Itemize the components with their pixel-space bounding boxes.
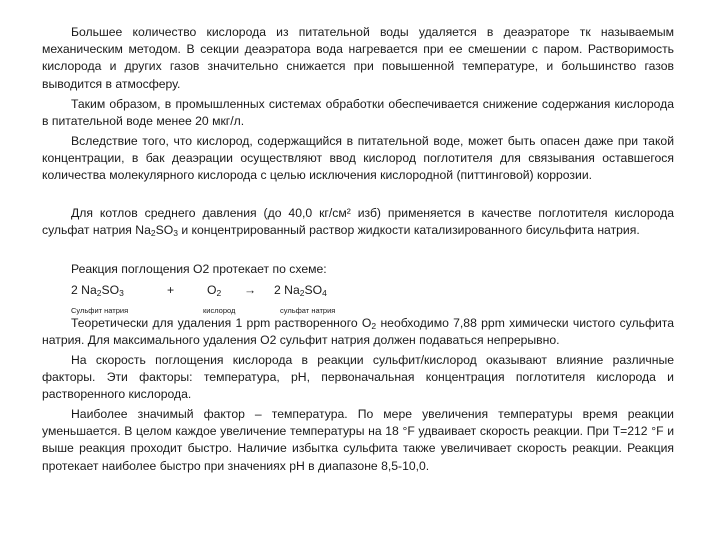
p4-subscript-1: 2	[150, 228, 156, 239]
label-sodium-sulfite: Сульфит натрия	[71, 306, 129, 315]
paragraph-sodium-sulfite	[42, 205, 674, 239]
paragraph-reaction-scheme: Реакция поглощения O2 протекает по схеме:	[71, 262, 327, 276]
p4-subscript-2: 3	[173, 228, 178, 239]
paragraph-oxygen-reduction: Таким образом, в промышленных системах обработки обеспечивается снижение содержания кислорода в питательной воде менее 20 мкг/л.	[42, 97, 674, 129]
paragraph-rate-factors: На скорость поглощения кислорода в реакции сульфит/кислород оказывают влияние различные факторы. Эти факторы: температура, pH, первоначальная концентрация поглотителя кислорода и растворенного кислорода.	[42, 353, 674, 402]
paragraph-temperature: Наиболее значимый фактор – температура. По мере увеличения температуры время реакции уменьшается. В целом каждое увеличение температуры на 18 °F удваивает скорость реакции. При T=212 °F и выше реакция проходит быстро. Наличие избытка сульфита также увеличивает скорость реакции. Реакция протекает наиболее быстро при значениях pH в диапазоне 8,5-10,0.	[42, 407, 674, 473]
label-sodium-sulfate: сульфат натрия	[280, 306, 336, 315]
p4-text-a: Для котлов среднего давления (до 40,0 кг/см² изб) применяется в качестве поглотителя кислорода сульфат натрия Na	[42, 206, 674, 238]
paragraph-scavenger-intro: Вследствие того, что кислород, содержащийся в питательной воде, может быть опасен даже при такой концентрации, в бак деаэрации осуществляют ввод кислород поглотителя для связывания оставшегося количества молекулярного кислорода с целью исключения кислородной (питтинговой) коррозии.	[42, 134, 674, 183]
reactant-oxygen: $O_2$	[207, 283, 222, 298]
paragraph-theoretical-dose	[42, 315, 674, 349]
p6-text-a: Теоретически для удаления 1 ppm растворенного O	[71, 316, 372, 330]
plus-sign: +	[167, 283, 175, 297]
reaction-arrow: →	[244, 283, 257, 297]
reactant-sodium-sulfite: 2 $Na_2SO_3$	[71, 283, 124, 298]
label-oxygen: кислород	[203, 306, 236, 315]
paragraph-deaerator: Большее количество кислорода из питательной воды удаляется в деаэраторе тк называемым механическим методом. В секции деаэратора вода нагревается при ее смешении с паром. Растворимость кислорода и других газов значительно снижается при повышенной температуре, и большинство газов выводится в атмосферу.	[42, 25, 674, 91]
p6-text-b: необходимо 7,88 ppm химически чистого сульфита натрия. Для максимального удаления O2 сульфит натрия должен подаваться непрерывно.	[42, 316, 675, 348]
p4-text-b: SO	[155, 223, 174, 238]
p4-text-c: и концентрированный раствор жидкости катализированного бисульфита натрия.	[177, 223, 640, 238]
p6-subscript: 2	[371, 321, 377, 331]
product-sodium-sulfate: 2 $Na_2SO_4$	[274, 283, 327, 298]
